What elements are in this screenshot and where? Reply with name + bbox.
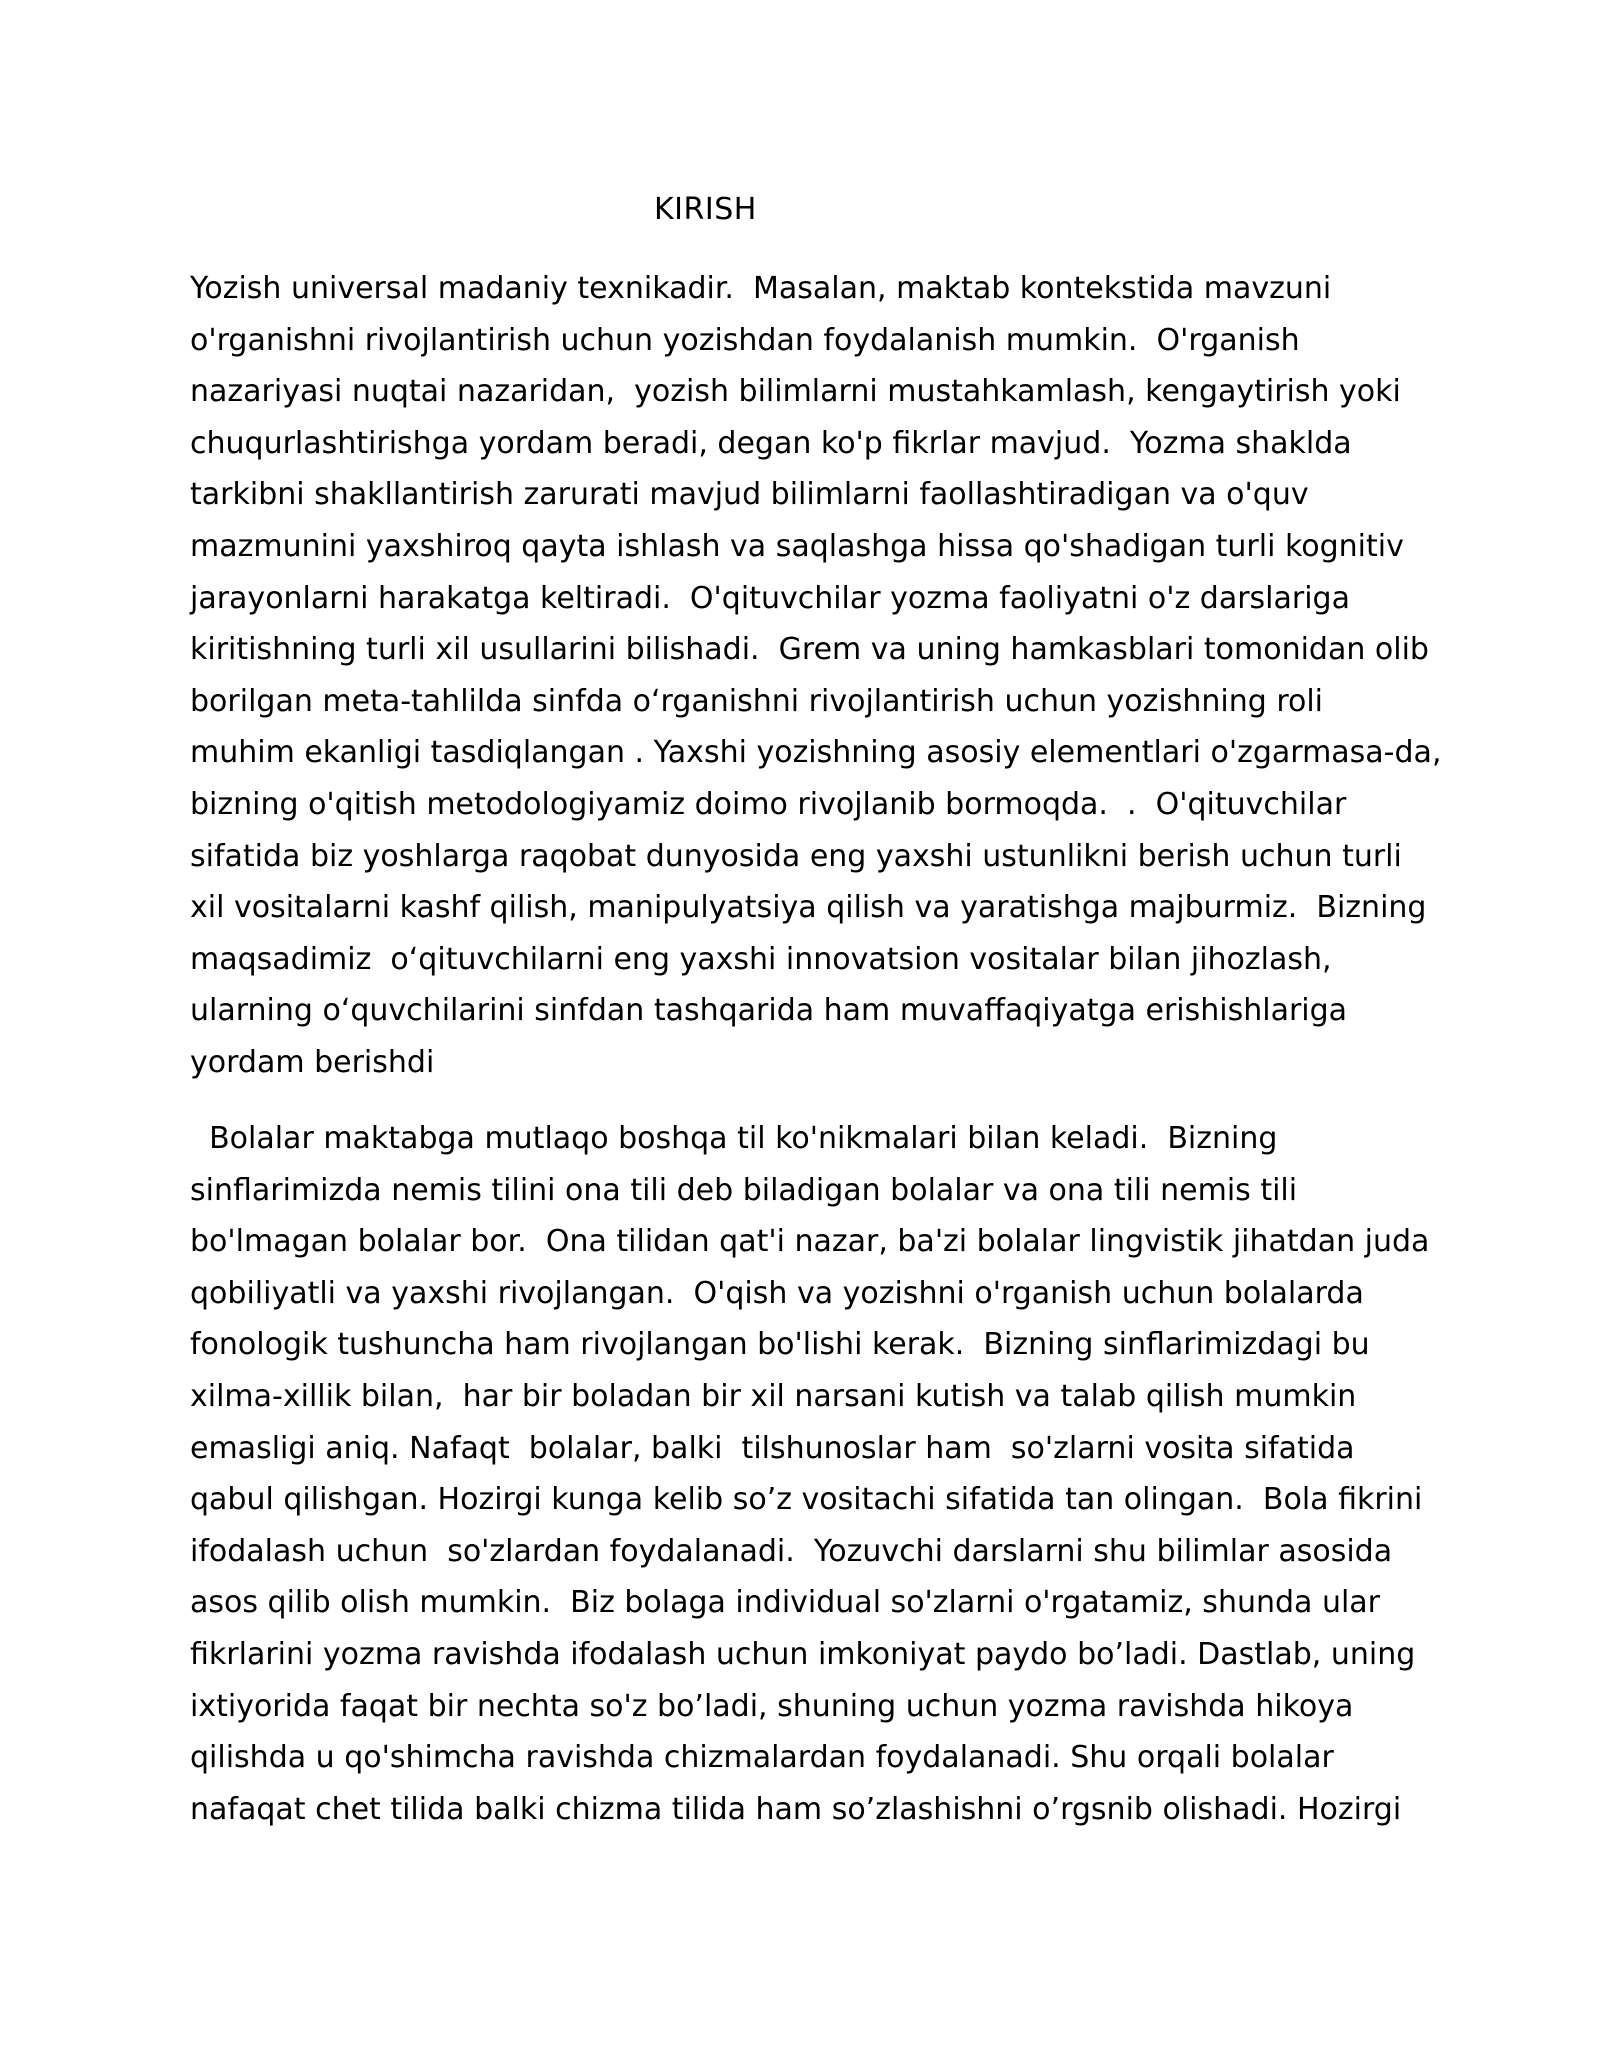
- paragraph-line: fikrlarini yozma ravishda ifodalash uchun imkoniyat paydo bo’ladi. Dastlab, uning: [190, 1636, 1416, 1672]
- paragraph-2: [190, 1113, 1430, 1835]
- paragraph-line: maqsadimiz oʻqituvchilarni eng yaxshi innovatsion vositalar bilan jihozlash,: [190, 941, 1332, 977]
- paragraph-line: Bolalar maktabga mutlaqo boshqa til ko'nikmalari bilan keladi. Bizning: [190, 1121, 1278, 1156]
- paragraph-line: bizning o'qitish metodologiyamiz doimo rivojlanib bormoqda. . O'qituvchilar: [190, 786, 1347, 822]
- paragraph-line: nafaqat chet tilida balki chizma tilida ham so’zlashishni o’rgsnib olishadi. Hozirgi: [190, 1791, 1402, 1827]
- paragraph-line: o'rganishni rivojlantirish uchun yozishdan foydalanish mumkin. O'rganish: [190, 322, 1300, 358]
- paragraph-line: yordam berishdi: [190, 1044, 435, 1080]
- paragraph-line: xil vositalarni kashf qilish, manipulyatsiya qilish va yaratishga majburmiz. Bizning: [190, 890, 1427, 926]
- paragraph-1: [190, 263, 1442, 1089]
- paragraph-line: nazariyasi nuqtai nazaridan, yozish bilimlarni mustahkamlash, kengaytirish yoki: [190, 374, 1401, 410]
- paragraph-line: kiritishning turli xil usullarini bilishadi. Grem va uning hamkasblari tomonidan olib: [190, 632, 1429, 668]
- paragraph-line: borilgan meta-tahlilda sinfda oʻrganishni rivojlantirish uchun yozishning roli: [190, 683, 1324, 719]
- paragraph-line: Yozish universal madaniy texnikadir. Masalan, maktab kontekstida mavzuni: [190, 271, 1332, 306]
- paragraph-line: sinflarimizda nemis tilini ona tili deb biladigan bolalar va ona tili nemis tili: [190, 1172, 1298, 1208]
- paragraph-line: ixtiyorida faqat bir nechta so'z bo’ladi, shuning uchun yozma ravishda hikoya: [190, 1688, 1354, 1724]
- paragraph-line: emasligi aniq. Nafaqt bolalar, balki tilshunoslar ham so'zlarni vosita sifatida: [190, 1430, 1355, 1466]
- paragraph-line: ifodalash uchun so'zlardan foydalanadi. Yozuvchi darslarni shu bilimlar asosida: [190, 1533, 1393, 1569]
- paragraph-line: muhim ekanligi tasdiqlangan . Yaxshi yozishning asosiy elementlari o'zgarmasa-da,: [190, 735, 1442, 771]
- paragraph-line: ularning oʻquvchilarini sinfdan tashqarida ham muvaffaqiyatga erishishlariga: [190, 993, 1348, 1029]
- paragraph-line: xilma-xillik bilan, har bir boladan bir xil narsani kutish va talab qilish mumkin: [190, 1378, 1357, 1414]
- paragraph-line: tarkibni shakllantirish zarurati mavjud bilimlarni faollashtiradigan va o'quv: [190, 477, 1309, 513]
- paragraph-line: fonologik tushuncha ham rivojlangan bo'lishi kerak. Bizning sinflarimizdagi bu: [190, 1327, 1370, 1363]
- paragraph-line: jarayonlarni harakatga keltiradi. O'qituvchilar yozma faoliyatni o'z darslariga: [190, 580, 1350, 616]
- page-title: KIRISH: [654, 192, 757, 227]
- paragraph-line: asos qilib olish mumkin. Biz bolaga individual so'zlarni o'rgatamiz, shunda ular: [190, 1585, 1381, 1621]
- paragraph-line: mazmunini yaxshiroq qayta ishlash va saqlashga hissa qo'shadigan turli kognitiv: [190, 528, 1404, 564]
- paragraph-line: chuqurlashtirishga yordam beradi, degan ko'p fikrlar mavjud. Yozma shaklda: [190, 425, 1352, 461]
- paragraph-line: qobiliyatli va yaxshi rivojlangan. O'qish va yozishni o'rganish uchun bolalarda: [190, 1275, 1364, 1311]
- paragraph-line: qabul qilishgan. Hozirgi kunga kelib so’z vositachi sifatida tan olingan. Bola fikrini: [190, 1482, 1423, 1518]
- paragraph-line: bo'lmagan bolalar bor. Ona tilidan qat'i nazar, ba'zi bolalar lingvistik jihatdan juda: [190, 1224, 1430, 1260]
- paragraph-line: qilishda u qo'shimcha ravishda chizmalardan foydalanadi. Shu orqali bolalar: [190, 1740, 1334, 1776]
- paragraph-line: sifatida biz yoshlarga raqobat dunyosida eng yaxshi ustunlikni berish uchun turli: [190, 838, 1402, 874]
